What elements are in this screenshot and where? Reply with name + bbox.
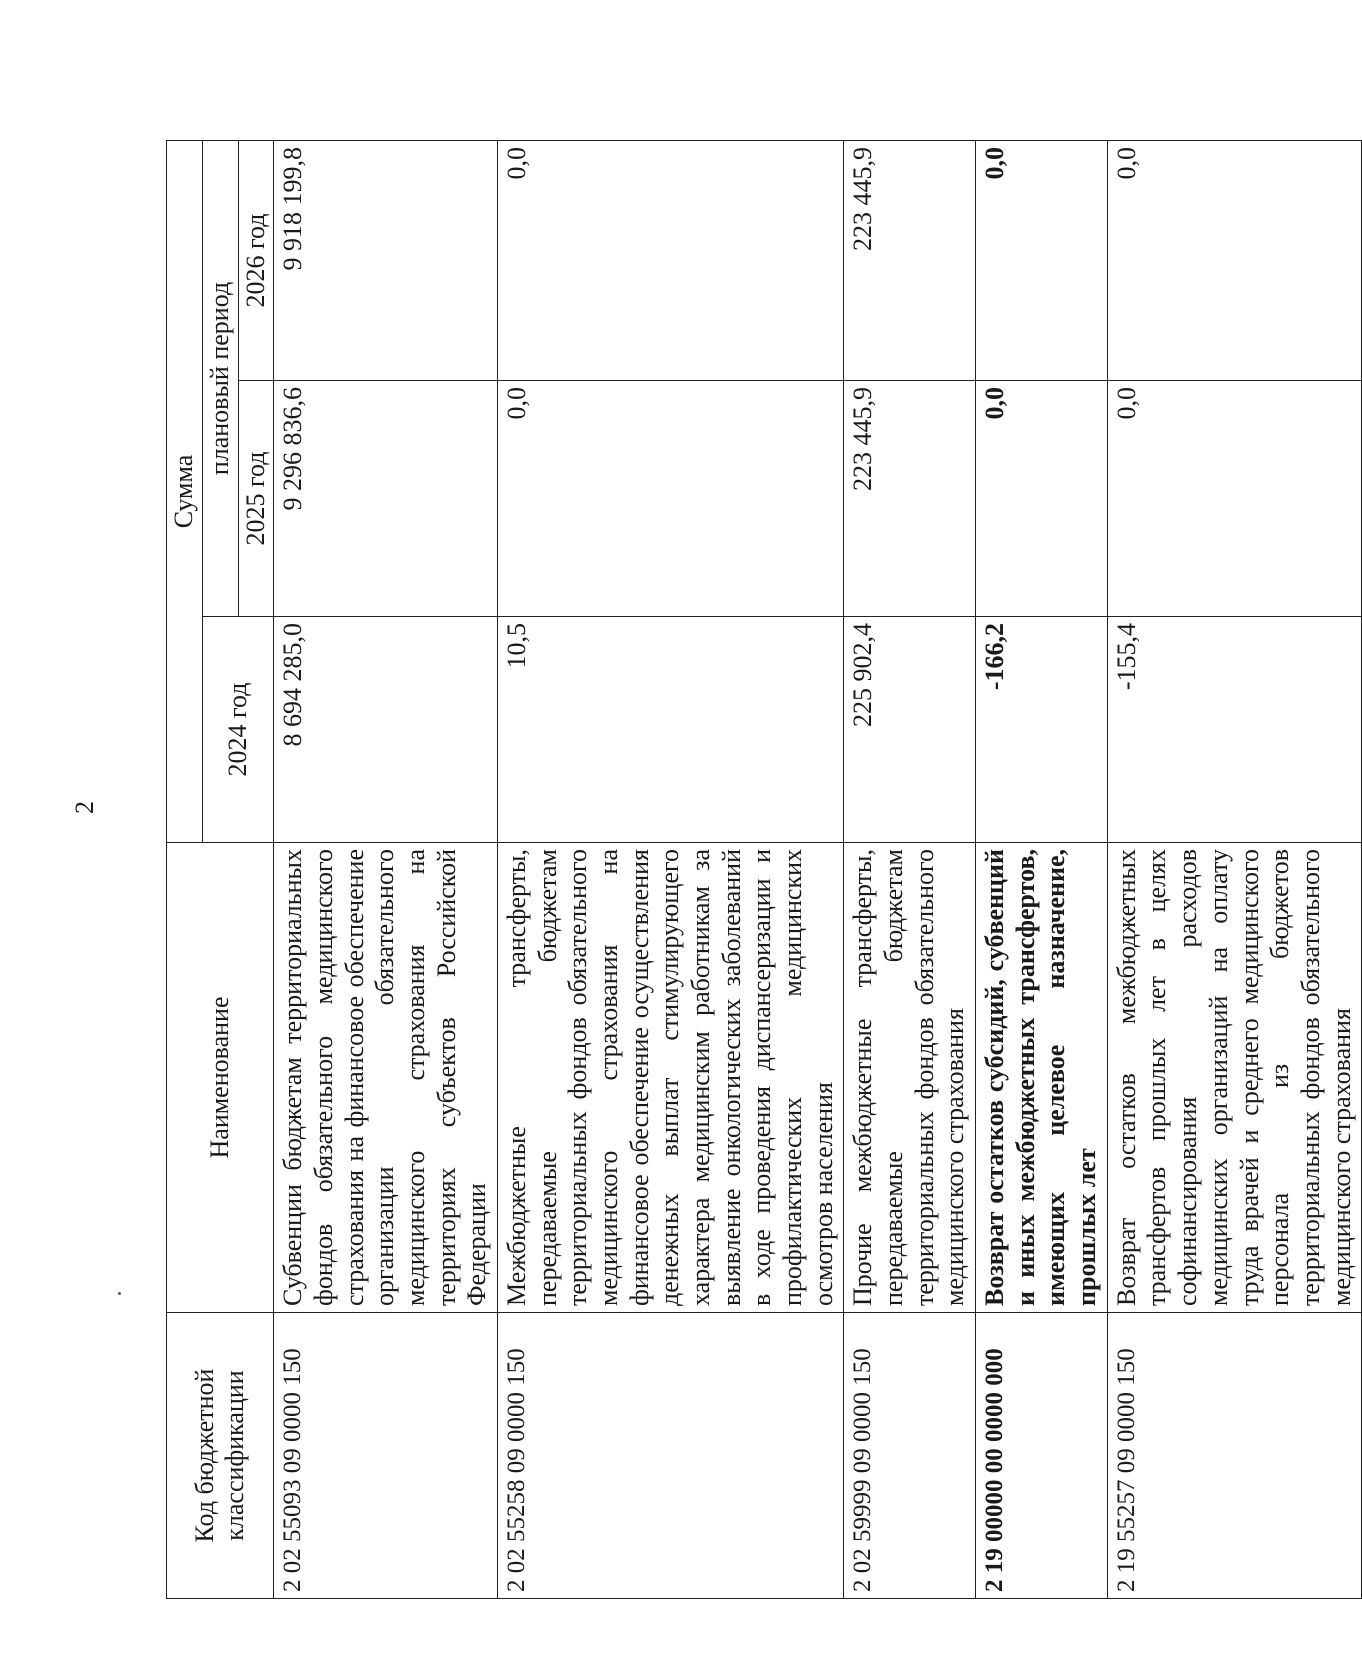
row-value-2025: 0,0 [1107,381,1361,617]
header-code: Код бюджетной классификации [167,1313,274,1599]
table-row [498,140,844,1598]
row-value-2024: 225 902,4 [844,617,976,843]
header-year-2026: 2026 год [238,140,274,380]
row-value-2024: 8 694 285,0 [274,617,498,843]
row-value-2025: 0,0 [976,381,1108,617]
table-row [274,140,498,1598]
row-value-2024: -166,2 [976,617,1108,843]
row-name: Межбюджетные трансферты, передаваемые бюджетам территориальных фондов обязательного медицинского страхования на финансовое обеспечение осуществления денежных выплат стимулирующего характера медицинским работникам за выявление онкологических заболеваний в ходе проведения диспансеризации и профилактических медицинских осмотров населения [498,843,844,1313]
row-value-2026: 223 445,9 [844,140,976,380]
row-name: Возврат остатков межбюджетных трансфертов прошлых лет в целях софинансирования расходов медицинских организаций на оплату труда врачей и среднего медицинского персонала из бюджетов территориальных фондов обязательного медицинского страхования [1107,843,1361,1313]
header-year-2024: 2024 год [203,617,274,843]
row-code: 2 19 00000 00 0000 000 [976,1313,1108,1599]
row-code: 2 19 55257 09 0000 150 [1107,1313,1361,1599]
header-year-2025: 2025 год [238,381,274,617]
row-value-2026: 0,0 [1107,140,1361,380]
row-value-2025: 9 296 836,6 [274,381,498,617]
row-name: Прочие межбюджетные трансферты, передаваемые бюджетам территориальных фондов обязательного медицинского страхования [844,843,976,1313]
row-value-2025: 223 445,9 [844,381,976,617]
row-code: 2 02 55258 09 0000 150 [498,1313,844,1599]
table-row [844,140,976,1598]
table-row [976,140,1108,1598]
row-value-2026: 0,0 [976,140,1108,380]
table-row [1107,140,1361,1598]
header-sum: Сумма [167,140,203,842]
row-value-2026: 0,0 [498,140,844,380]
rotated-table-container [166,141,1356,1599]
row-value-2025: 0,0 [498,381,844,617]
row-name: Возврат остатков субсидий, субвенций и иных межбюджетных трансфертов, имеющих целевое назначение, прошлых лет [976,843,1108,1313]
row-code: 2 02 55093 09 0000 150 [274,1313,498,1599]
table-body [274,140,1362,1598]
row-value-2026: 9 918 199,8 [274,140,498,380]
table-header [167,140,274,1598]
budget-table [166,140,1362,1599]
scan-speck [118,1292,121,1295]
row-name: Субвенции бюджетам территориальных фондов обязательного медицинского страхования на финансовое обеспечение организации обязательного медицинского страхования на территориях субъектов Российской Федерации [274,843,498,1313]
row-value-2024: 10,5 [498,617,844,843]
row-code: 2 02 59999 09 0000 150 [844,1313,976,1599]
header-name: Наименование [167,843,274,1313]
header-planning-period: плановый период [203,140,239,616]
row-value-2024: -155,4 [1107,617,1361,843]
page-number: 2 [70,801,99,814]
